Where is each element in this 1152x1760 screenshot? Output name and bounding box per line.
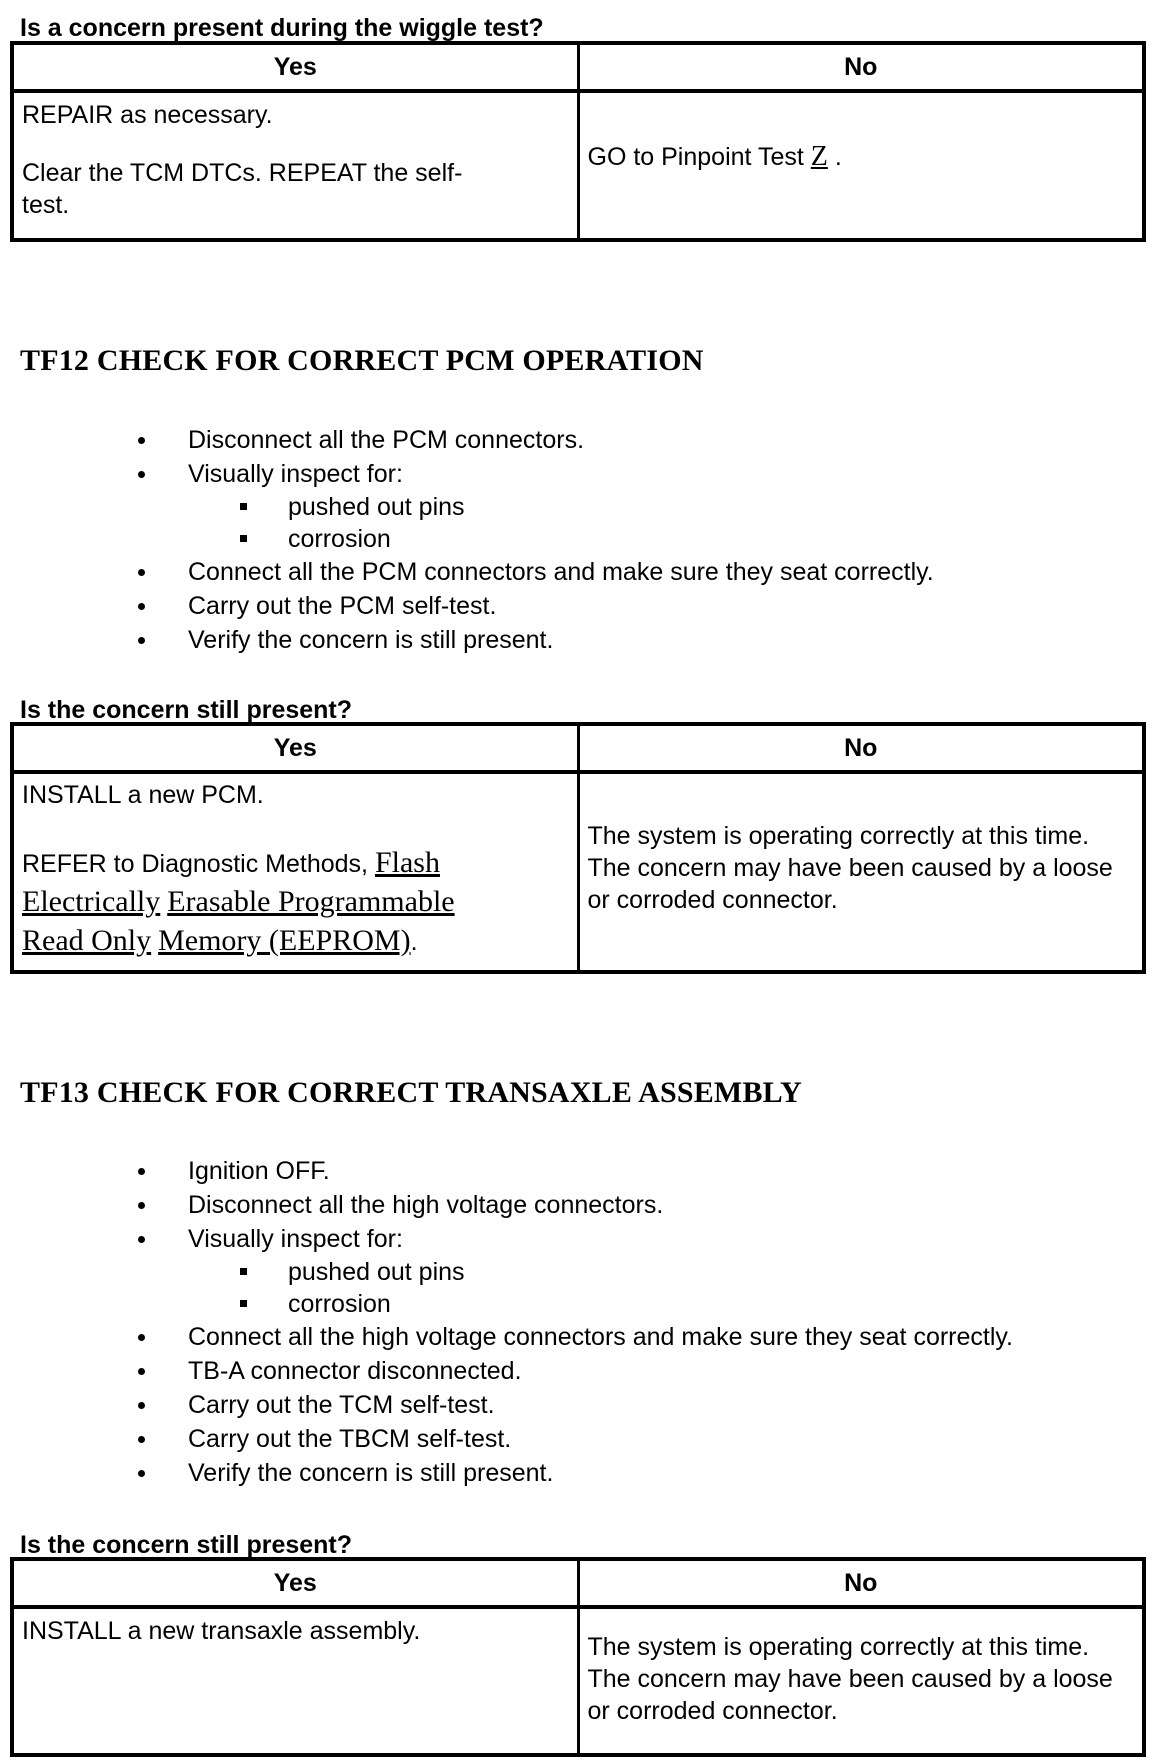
yes-line: REPAIR as necessary. [22,101,273,129]
no-header: No [578,43,1144,91]
list-item: Carry out the PCM self-test. [130,589,934,623]
no-cell [578,91,1144,240]
list-item: Connect all the PCM connectors and make sure they seat correctly. [130,555,934,589]
no-text: GO to Pinpoint Test [587,142,804,171]
yes-cell [12,91,578,240]
tf12-steps [130,423,934,657]
yes-header: Yes [12,43,578,91]
wiggle-question: Is a concern present during the wiggle test? [20,14,544,42]
no-cell [578,1607,1144,1755]
list-sub-item: corrosion [130,1288,1013,1320]
list-item: TB-A connector disconnected. [130,1354,1013,1388]
no-header: No [578,1559,1144,1607]
yes-refer [22,844,569,961]
read-only-link[interactable]: Read Only [22,924,152,957]
tf13-question: Is the concern still present? [20,1531,353,1559]
list-item: Carry out the TCM self-test. [130,1388,1013,1422]
list-sub-item: corrosion [130,523,934,555]
refer-end: . [410,928,418,956]
list-item: Visually inspect for: [130,1222,1013,1256]
no-cell [578,772,1144,972]
list-sub-item: pushed out pins [130,1256,1013,1288]
list-sub-item: pushed out pins [130,491,934,523]
yes-cell [12,772,578,972]
no-text: The system is operating correctly at this time. The concern may have been caused by a loose or corroded connector. [587,822,1113,914]
pinpoint-test-z-link[interactable]: Z [810,140,828,172]
list-item: Carry out the TBCM self-test. [130,1422,1013,1456]
no-header: No [578,724,1144,772]
list-item: Verify the concern is still present. [130,1456,1013,1490]
list-item: Disconnect all the high voltage connectors. [130,1188,1013,1222]
electrically-link[interactable]: Electrically [22,885,161,918]
tf13-yes-no-table [10,1557,1146,1757]
list-item: Disconnect all the PCM connectors. [130,423,934,457]
yes-line: Clear the TCM DTCs. REPEAT the self-test. [22,159,463,219]
refer-text: REFER to Diagnostic Methods, [22,850,368,878]
memory-eeprom-link[interactable]: Memory (EEPROM) [158,924,411,957]
list-item: Connect all the high voltage connectors and make sure they seat correctly. [130,1320,1013,1354]
no-text: The system is operating correctly at this time. The concern may have been caused by a loose or corroded connector. [587,1633,1113,1725]
list-item: Verify the concern is still present. [130,623,934,657]
erasable-programmable-link[interactable]: Erasable Programmable [167,885,455,918]
tf12-yes-no-table [10,722,1146,974]
list-item: Visually inspect for: [130,457,934,491]
list-item: Ignition OFF. [130,1154,1013,1188]
tf13-heading: TF13 CHECK FOR CORRECT TRANSAXLE ASSEMBLY [20,1076,802,1109]
tf12-question: Is the concern still present? [20,696,353,724]
yes-header: Yes [12,1559,578,1607]
wiggle-yes-no-table [10,41,1146,242]
flash-link[interactable]: Flash [374,846,440,879]
yes-line: INSTALL a new PCM. [22,781,264,809]
yes-text: INSTALL a new transaxle assembly. [22,1617,421,1645]
no-suffix: . [834,142,842,171]
tf12-heading: TF12 CHECK FOR CORRECT PCM OPERATION [20,344,704,377]
yes-header: Yes [12,724,578,772]
yes-cell [12,1607,578,1755]
tf13-steps [130,1154,1013,1490]
